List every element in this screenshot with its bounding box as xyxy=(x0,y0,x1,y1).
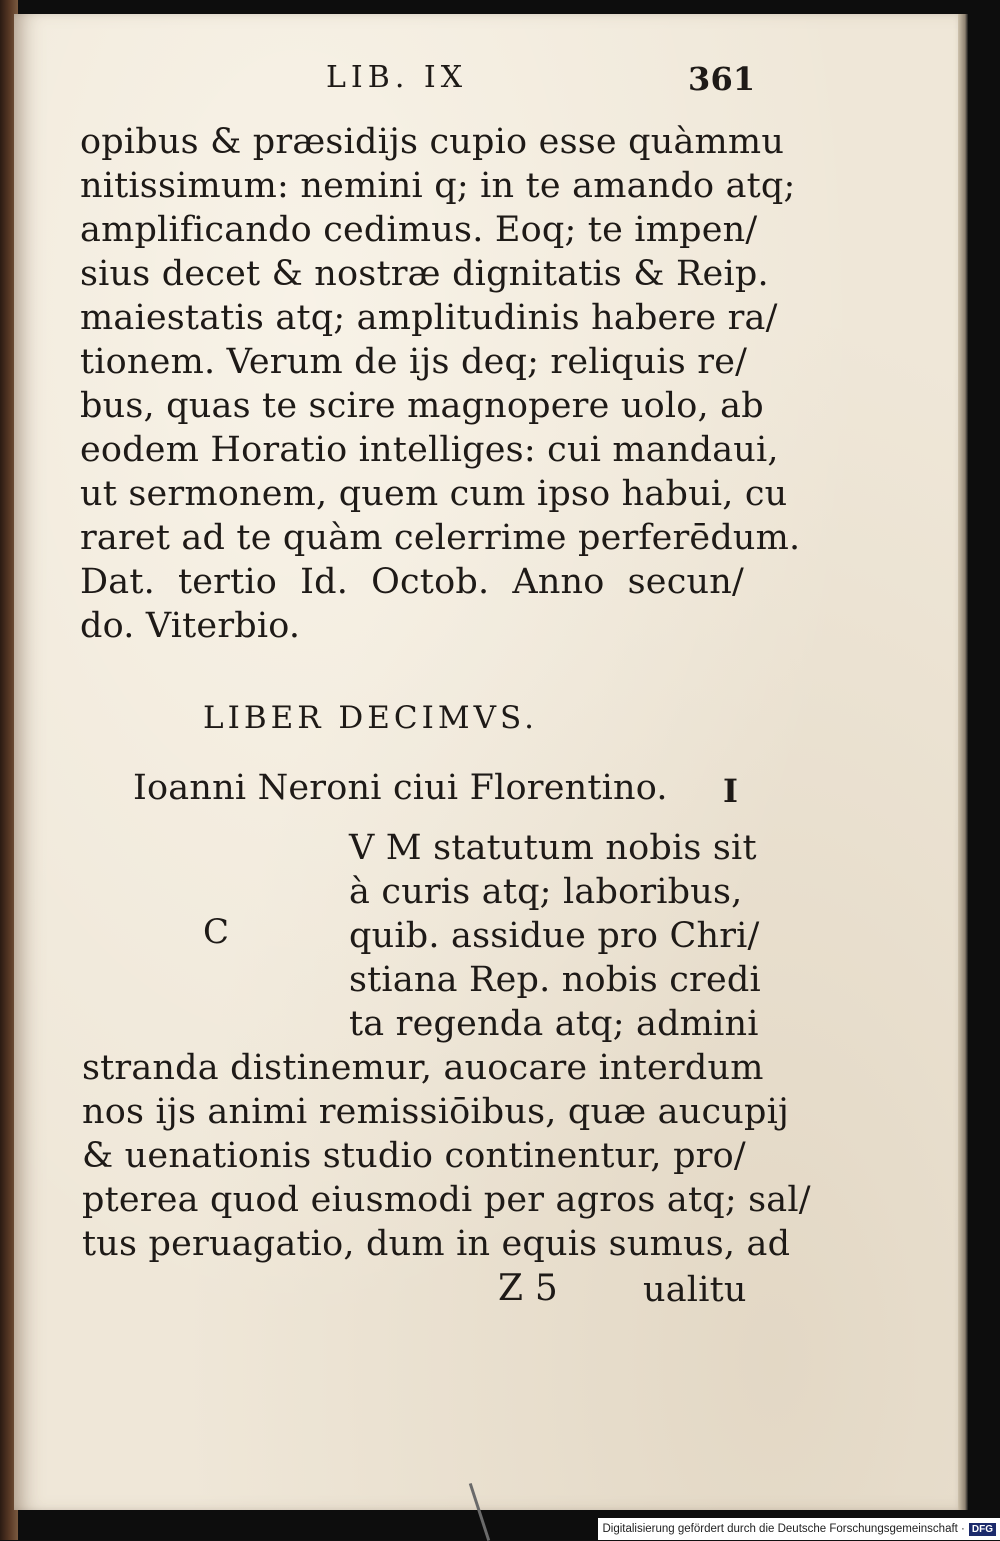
letter-number: I xyxy=(723,772,739,810)
dfg-logo: DFG xyxy=(969,1523,996,1536)
book-heading: LIBER DECIMVS. xyxy=(203,700,538,736)
body-line: tus peruagatio, dum in equis sumus, ad xyxy=(82,1224,791,1264)
drop-cap-guide-letter: C xyxy=(203,912,230,952)
indented-line: ta regenda atq; admini xyxy=(349,1004,759,1044)
body-line: do. Viterbio. xyxy=(80,606,301,646)
body-line: raret ad te quàm celerrime perferēdum. xyxy=(80,518,801,558)
body-line: ut sermonem, quem cum ipso habui, cu xyxy=(80,474,788,514)
indented-line: stiana Rep. nobis credi xyxy=(349,960,761,1000)
body-line: bus, quas te scire magnopere uolo, ab xyxy=(80,386,764,426)
indented-line: quib. assidue pro Chri/ xyxy=(349,916,760,956)
indented-line: V M statutum nobis sit xyxy=(349,828,757,868)
body-line: amplificando cedimus. Eoq; te impen/ xyxy=(80,210,758,250)
body-line: nitissimum: nemini q; in te amando atq; xyxy=(80,166,796,206)
digitization-credit xyxy=(598,1518,1000,1540)
body-line: sius decet & nostræ dignitatis & Reip. xyxy=(80,254,769,294)
body-line: tionem. Verum de ijs deq; reliquis re/ xyxy=(80,342,748,382)
catchword: ualitu xyxy=(643,1270,747,1310)
signature-mark: Z 5 xyxy=(498,1268,558,1309)
running-head: LIB. IX xyxy=(326,60,468,95)
body-line: eodem Horatio intelliges: cui mandaui, xyxy=(80,430,779,470)
page-number: 361 xyxy=(688,60,756,98)
page-right-edge xyxy=(958,14,968,1510)
body-line: Dat. tertio Id. Octob. Anno secun/ xyxy=(80,562,744,602)
body-line: maiestatis atq; amplitudinis habere ra/ xyxy=(80,298,778,338)
digitization-credit-text: Digitalisierung gefördert durch die Deutsche Forschungsgemeinschaft · xyxy=(602,1523,965,1535)
letter-address: Ioanni Neroni ciui Florentino. xyxy=(133,768,668,808)
body-line: nos ijs animi remissiōibus, quæ aucupij xyxy=(82,1092,790,1132)
indented-line: à curis atq; laboribus, xyxy=(349,872,743,912)
body-line: opibus & præsidijs cupio esse quàmmu xyxy=(80,122,785,162)
body-line: pterea quod eiusmodi per agros atq; sal/ xyxy=(82,1180,811,1220)
body-line: stranda distinemur, auocare interdum xyxy=(82,1048,764,1088)
body-line: & uenationis studio continentur, pro/ xyxy=(82,1136,746,1176)
